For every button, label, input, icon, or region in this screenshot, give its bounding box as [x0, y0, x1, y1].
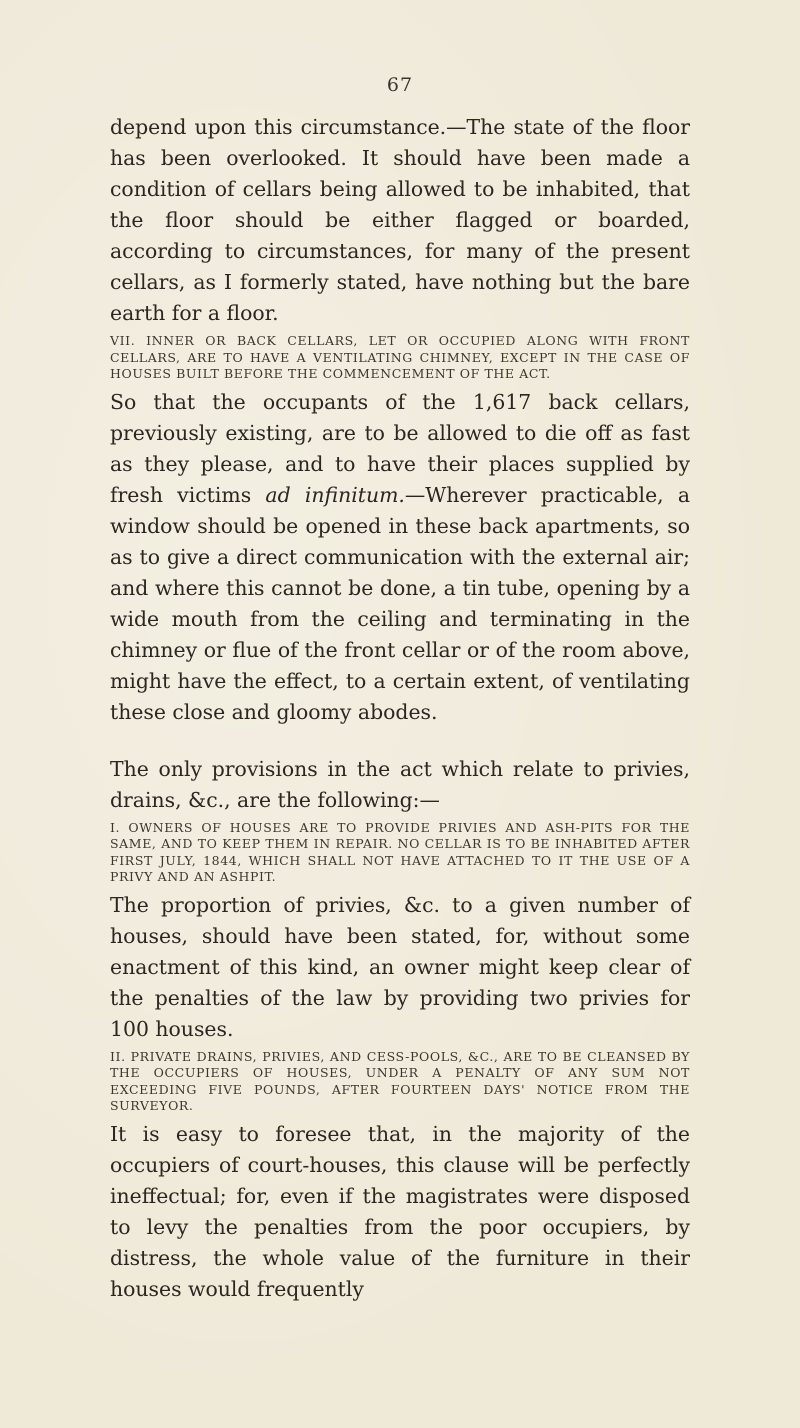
paragraph-privies-intro: The only provisions in the act which relate to privies, drains, &c., are the following:— — [110, 756, 690, 812]
paragraph-back-cellars-part-2: —Wherever practicable, a window should be opened in these back apartments, so as to give a direct communication with the external air; and where this cannot be done, a tin tube, opening by a wide mouth from the ceiling and terminating in the chimney or flue of the front cellar or of the room above, might have the effect, to a certain extent, of ventilating these close and gloomy abodes. — [110, 482, 691, 724]
act-section-ii: II. PRIVATE DRAINS, PRIVIES, AND CESS-POOLS, &C., ARE TO BE CLEANSED BY THE OCCUPIERS OF HOUSES, UNDER A PENALTY OF ANY SUM NOT EXCEEDING FIVE POUNDS, AFTER FOURTEEN DAYS' NOTICE FROM THE SURVEYOR. — [110, 1048, 690, 1113]
latin-phrase: ad infinitum. — [265, 482, 405, 507]
page-body — [110, 112, 690, 1305]
paragraph-back-cellars-part-1: So that the occupants of the 1,617 back cellars, previously existing, are to be allowed to die off as fast as they please, and to have their places supplied by fresh victims — [110, 389, 690, 507]
act-section-vii: VII. INNER OR BACK CELLARS, LET OR OCCUPIED ALONG WITH FRONT CELLARS, ARE TO HAVE A VENTILATING CHIMNEY, EXCEPT IN THE CASE OF HOUSES BUILT BEFORE THE COMMENCEMENT OF THE ACT. — [110, 333, 690, 381]
paragraph-privies-proportion: The proportion of privies, &c. to a given number of houses, should have been stated, for, without some enactment of this kind, an owner might keep clear of the penalties of the law by providing two privies for 100 houses. — [110, 892, 690, 1041]
paragraph-court-houses: It is easy to foresee that, in the majority of the occupiers of court-houses, this clause will be perfectly ineffectual; for, even if the magistrates were disposed to levy the penalties from the poor occupiers, by distress, the whole value of the furniture in their houses would frequently — [110, 1121, 690, 1301]
paragraph-floor-condition: depend upon this circumstance.—The state of the floor has been overlooked. It should have been made a condition of cellars being allowed to be inhabited, that the floor should be either flagged or boarded, according to circumstances, for many of the present cellars, as I formerly stated, have nothing but the bare earth for a floor. — [110, 115, 690, 325]
paragraph-back-cellars — [110, 387, 690, 728]
act-section-i: I. OWNERS OF HOUSES ARE TO PROVIDE PRIVIES AND ASH-PITS FOR THE SAME, AND TO KEEP THEM IN REPAIR. NO CELLAR IS TO BE INHABITED AFTER FIRST JULY, 1844, WHICH SHALL NOT HAVE ATTACHED TO IT THE USE OF A PRIVY AND AN ASHPIT. — [110, 819, 690, 884]
page-number: 67 — [386, 74, 414, 96]
